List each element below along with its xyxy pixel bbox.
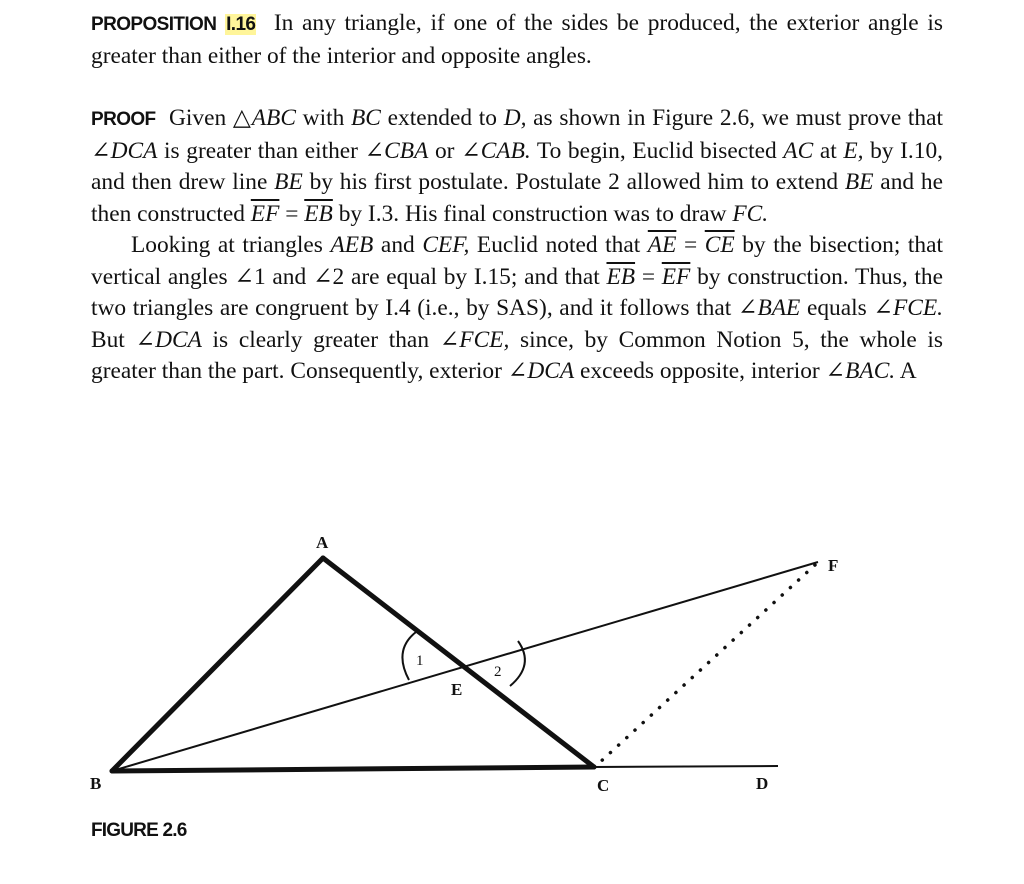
- side-bc: [112, 767, 594, 771]
- proof-p2-18: is clearly greater than: [201, 326, 440, 353]
- proposition-label: PROPOSITION: [91, 14, 217, 35]
- proof-p2-19: ∠FCE,: [439, 326, 510, 353]
- proof-p2-15: ∠FCE.: [873, 295, 943, 321]
- proof-p2-7: $\overline{CE}$: [704, 232, 735, 258]
- proof-p2-17: ∠DCA: [135, 326, 202, 353]
- proof-p2-2: and: [373, 232, 423, 258]
- proof-p1-25: FC.: [732, 200, 769, 227]
- label-a: A: [316, 533, 329, 552]
- proof-p1-18: by his first postulate. Postulate 2 allowed him to extend: [302, 169, 845, 195]
- angle-1-arc: [402, 632, 416, 680]
- proof-p1-19: BE: [844, 169, 874, 195]
- proof-p2-11: $\overline{EF}$: [661, 263, 691, 290]
- proof-p1-4: extended to: [380, 105, 504, 131]
- proof-p1-1: △ABC: [232, 105, 296, 131]
- label-angle-1: 1: [416, 653, 424, 669]
- proof-p1-0: Given: [169, 105, 233, 131]
- proof-p2-13: ∠BAE: [737, 295, 801, 321]
- angle-2-arc: [510, 641, 525, 686]
- proof-p2-21: ∠DCA: [507, 358, 575, 384]
- proof-p1-5: D,: [503, 105, 527, 131]
- proof-p1-21: $\overline{EF}$: [250, 200, 280, 227]
- proof-p2-4: Euclid noted that: [469, 232, 648, 258]
- proof-p1-11: ∠CAB.: [461, 137, 531, 164]
- side-ac: [323, 558, 594, 767]
- proof-p2-14: equals: [800, 295, 874, 321]
- proof-p1-14: at: [813, 137, 844, 164]
- proof-p2-23: ∠BAC.: [825, 358, 896, 384]
- proof-label: PROOF: [91, 109, 156, 130]
- proof-p1-17: BE: [274, 169, 303, 195]
- label-d: D: [756, 774, 769, 793]
- proof-p1-6: as shown in Figure 2.6, we must prove that: [526, 105, 943, 131]
- proof-p2-12: by construction. Thus, the two triangles are congruent by I.4 (i.e., by SAS), and it follows that: [91, 263, 943, 321]
- proof-p1-8: is greater than either: [157, 137, 365, 164]
- figure-caption: FIGURE 2.6: [91, 820, 187, 841]
- proof-p2-0: Looking at triangles: [131, 232, 331, 258]
- label-e: E: [451, 680, 463, 699]
- proof-p1-23: $\overline{EB}$: [304, 200, 333, 227]
- proof-p1-9: ∠CBA: [364, 137, 429, 164]
- label-angle-2: 2: [494, 664, 502, 680]
- proof-p1-15: E,: [843, 137, 864, 164]
- proof-p1-3: BC: [351, 105, 381, 131]
- extension-cd: [594, 766, 778, 767]
- proposition-text: In any triangle, if one of the sides be produced, the exterior angle is greater than either of the interior and opposite angles.: [91, 10, 943, 69]
- proof-p2-10: =: [635, 263, 662, 290]
- proof-p2-6: =: [676, 232, 705, 258]
- proof-p1-22: =: [279, 200, 305, 227]
- label-c: C: [597, 776, 610, 795]
- proof-p1-13: AC: [783, 137, 814, 164]
- proof-p2-1: AEB: [330, 232, 374, 258]
- proof-p1-10: or: [428, 137, 462, 164]
- proof-p2-8: by the bisection; that vertical angles ∠1 and ∠2 are equal by I.15; and that: [91, 232, 943, 290]
- proof-p2-20: since, by Common Notion 5, the whole is greater than the part. Consequently, exterior: [91, 326, 943, 384]
- proof-p2-3: CEF,: [422, 232, 470, 258]
- proof-p1-2: with: [295, 105, 351, 131]
- proof-p1-24: by I.3. His final construction was to draw: [332, 200, 733, 227]
- proof-p1-7: ∠DCA: [91, 137, 158, 164]
- proof-p2-24: A: [895, 358, 917, 384]
- label-f: F: [828, 556, 839, 575]
- proposition-number: I.16: [226, 14, 256, 35]
- proof-p1-16: by I.10, and then drew line: [91, 137, 943, 195]
- proof-p2-16: But: [91, 326, 136, 353]
- proof-p2-22: exceeds opposite, interior: [574, 358, 826, 384]
- proof-p2-5: $\overline{AE}$: [647, 232, 677, 258]
- label-b: B: [90, 774, 102, 793]
- proof-p1-20: and he then constructed: [91, 169, 943, 227]
- proof-p1-12: To begin, Euclid bisected: [530, 137, 784, 164]
- proof-p2-9: $\overline{EB}$: [606, 263, 636, 290]
